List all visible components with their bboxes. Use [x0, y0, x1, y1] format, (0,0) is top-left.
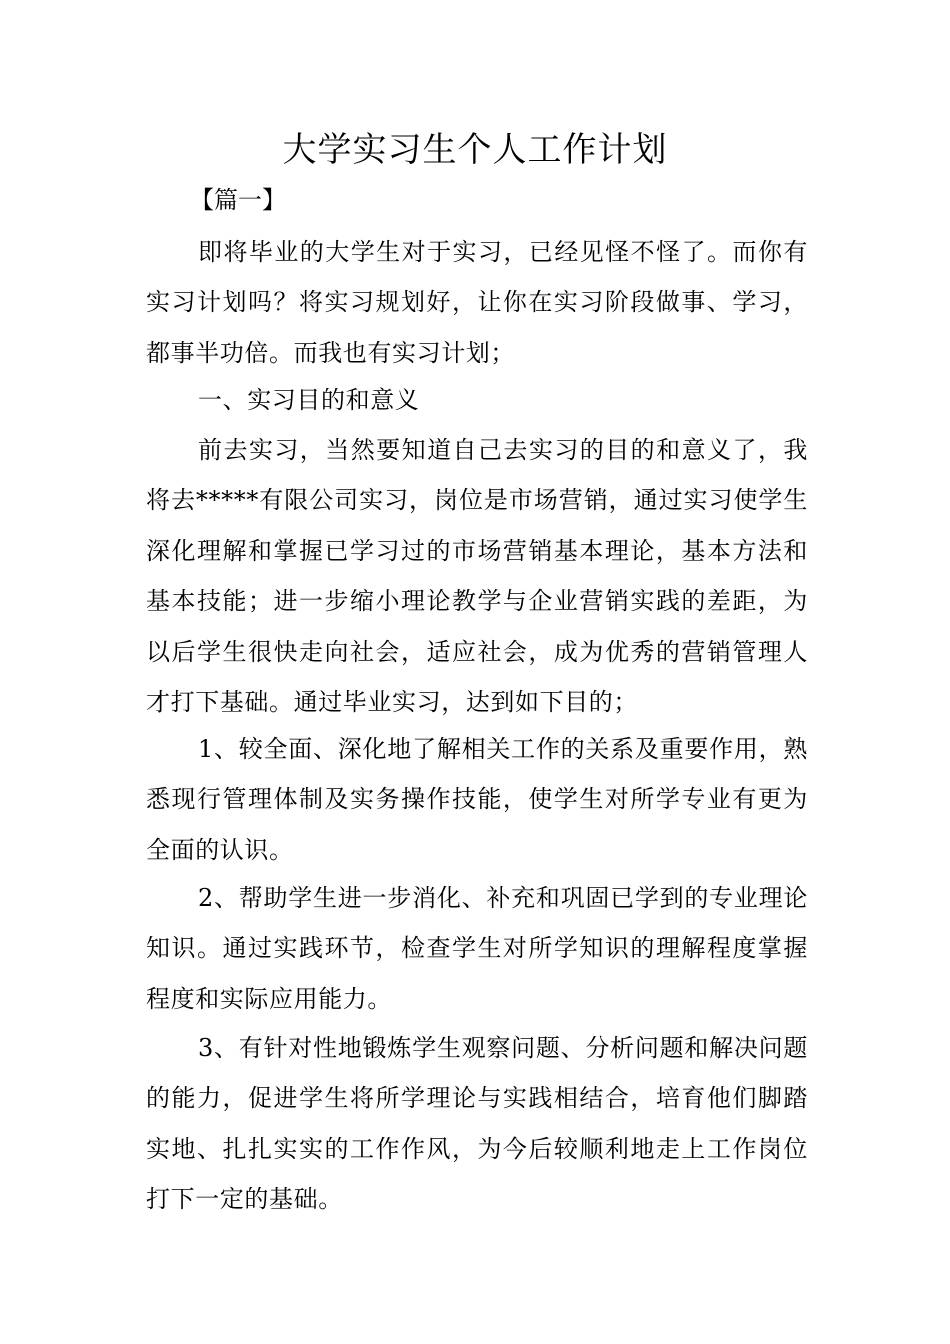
paragraph-text: 2、帮助学生进一步消化、补充和巩固已学到的专业理论知识。通过实践环节，检查学生对所学知识的理解程度掌握程度和实际应用能力。: [146, 884, 808, 1013]
section-heading: [146, 375, 808, 425]
paragraph-text: 前去实习，当然要知道自己去实习的目的和意义了，我将去*****有限公司实习，岗位是市场营销，通过实习使学生深化理解和掌握已学习过的市场营销基本理论，基本方法和基本技能；进一步缩小理论教学与企业营销实践的差距，为以后学生很快走向社会，适应社会，成为优秀的营销管理人才打下基础。通过毕业实习，达到如下目的；: [146, 436, 808, 717]
paragraph-text: 即将毕业的大学生对于实习，已经见怪不怪了。而你有实习计划吗？将实习规划好，让你在实习阶段做事、学习，都事半功倍。而我也有实习计划；: [146, 238, 808, 367]
section-label: 【篇一】: [190, 186, 286, 214]
heading-text: 一、实习目的和意义: [198, 386, 420, 414]
document-title: 大学实习生个人工作计划: [282, 130, 668, 170]
paragraph-text: 1、较全面、深化地了解相关工作的关系及重要作用，熟悉现行管理体制及实务操作技能，使学生对所学专业有更为全面的认识。: [146, 735, 808, 864]
paragraph-text: 3、有针对性地锻炼学生观察问题、分析问题和解决问题的能力，促进学生将所学理论与实践相结合，培育他们脚踏实地、扎扎实实的工作作风，为今后较顺利地走上工作岗位打下一定的基础。: [146, 1034, 808, 1214]
paragraph-item-2: [146, 873, 808, 1024]
paragraph-intro: [146, 227, 808, 378]
paragraph-purpose: [146, 425, 808, 727]
paragraph-item-3: [146, 1023, 808, 1225]
paragraph-item-1: [146, 724, 808, 875]
